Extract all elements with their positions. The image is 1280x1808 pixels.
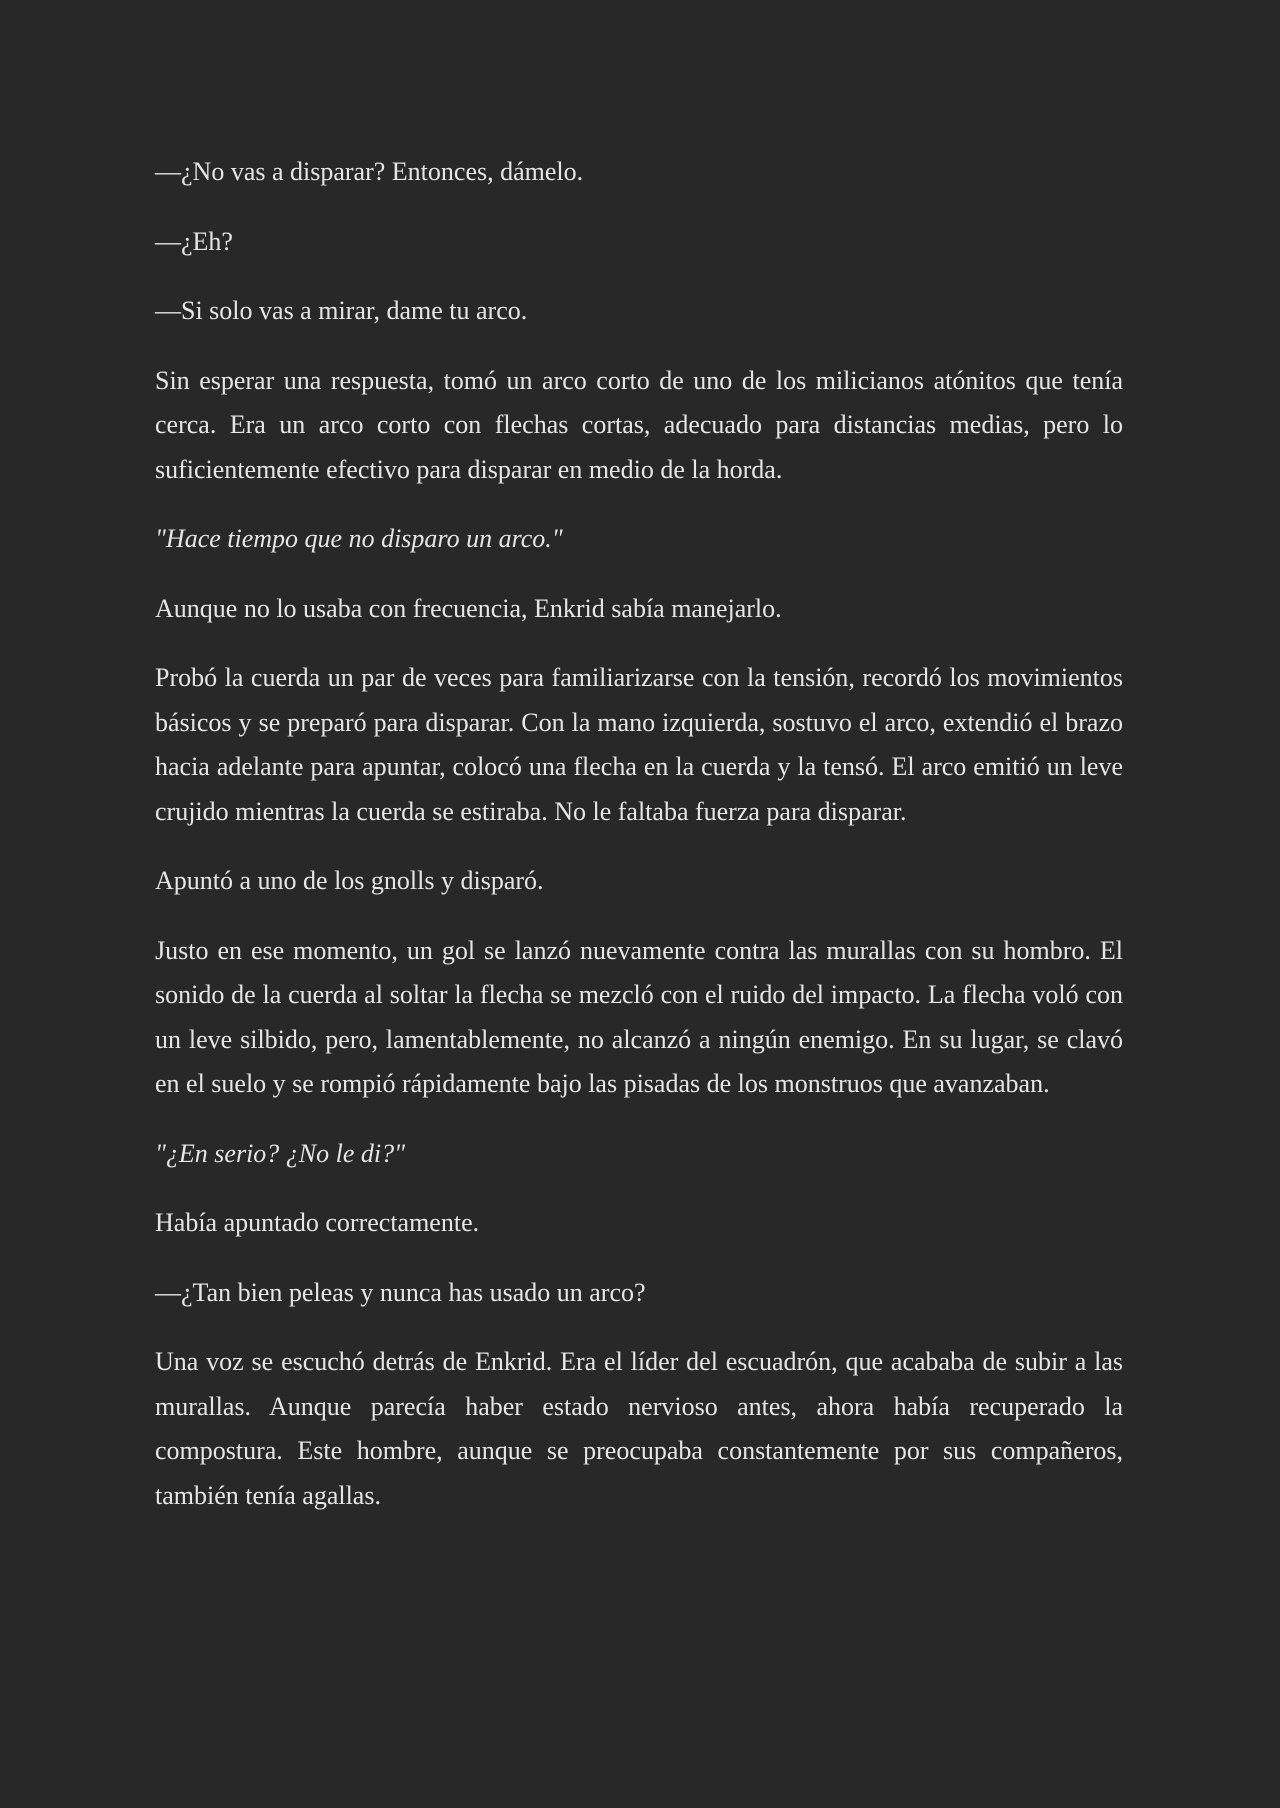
paragraph-narration: Había apuntado correctamente.: [155, 1208, 480, 1237]
paragraph-dialogue: —¿No vas a disparar? Entonces, dámelo.: [155, 157, 584, 186]
paragraph-dialogue: —¿Tan bien peleas y nunca has usado un arco?: [155, 1277, 646, 1307]
paragraph-narration: Sin esperar una respuesta, tomó un arco corto de uno de los milicianos atónitos que tenía cerca. Era un arco corto con flechas cortas, adecuado para distancias medias, pero lo suficientemente efectivo para disparar en medio de la horda.: [155, 365, 1123, 484]
paragraph-narration: Una voz se escuchó detrás de Enkrid. Era el líder del escuadrón, que acababa de subir a las murallas. Aunque parecía haber estado nervioso antes, ahora había recuperado la compostura. Este hombre, aunque se preocupaba constantemente por sus compañeros, también tenía agallas.: [155, 1347, 1123, 1510]
paragraph-dialogue: —Si solo vas a mirar, dame tu arco.: [155, 296, 528, 325]
paragraph-narration: Aunque no lo usaba con frecuencia, Enkrid sabía manejarlo.: [155, 593, 782, 623]
paragraph-narration: Justo en ese momento, un gol se lanzó nuevamente contra las murallas con su hombro. El sonido de la cuerda al soltar la flecha se mezcló con el ruido del impacto. La flecha voló con un leve silbido, pero, lamentablemente, no alcanzó a ningún enemigo. En su lugar, se clavó en el suelo y se rompió rápidamente bajo las pisadas de los monstruos que avanzaban.: [155, 935, 1123, 1098]
paragraph-narration: Probó la cuerda un par de veces para familiarizarse con la tensión, recordó los movimientos básicos y se preparó para disparar. Con la mano izquierda, sostuvo el arco, extendió el brazo hacia adelante para apuntar, colocó una flecha en la cuerda y la tensó. El arco emitió un leve crujido mientras la cuerda se estiraba. No le faltaba fuerza para disparar.: [155, 663, 1123, 826]
paragraph-dialogue: —¿Eh?: [155, 226, 233, 256]
paragraph-thought: "Hace tiempo que no disparo un arco.": [155, 524, 563, 553]
paragraph-narration: Apuntó a uno de los gnolls y disparó.: [155, 866, 544, 895]
paragraph-thought: "¿En serio? ¿No le di?": [155, 1138, 406, 1168]
chapter-text: [155, 150, 1123, 1543]
